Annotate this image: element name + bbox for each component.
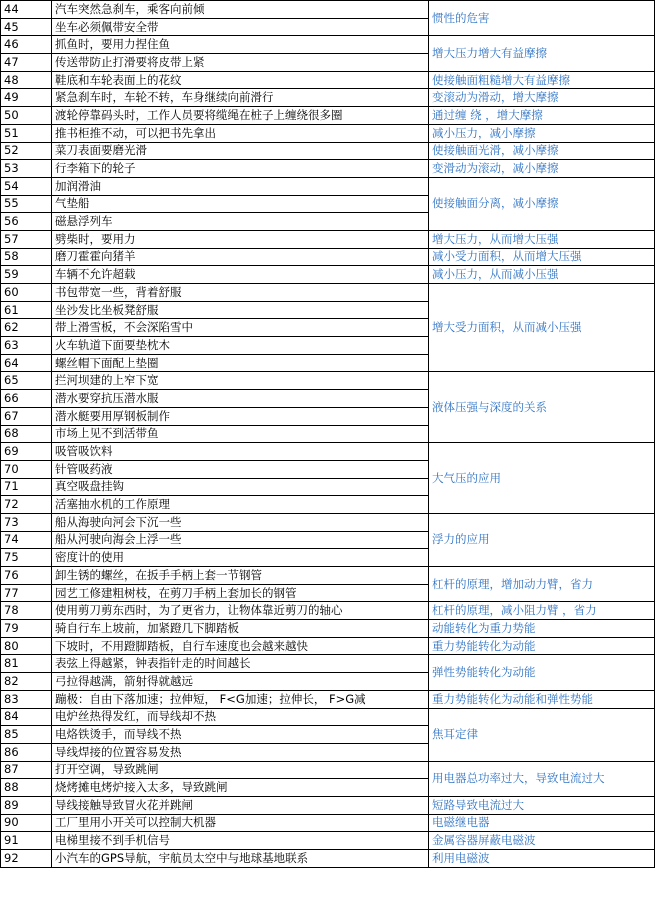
row-number: 79 bbox=[1, 620, 52, 638]
table-row bbox=[1, 602, 655, 620]
row-number: 53 bbox=[1, 160, 52, 178]
table-row bbox=[1, 690, 655, 708]
physics-principle: 变滑动为滚动，减小摩擦 bbox=[429, 160, 655, 178]
physics-principle: 增大受力面积，从而减小压强 bbox=[429, 284, 655, 372]
table-row bbox=[1, 142, 655, 160]
example-description: 坐沙发比坐板凳舒服 bbox=[52, 301, 429, 319]
row-number: 46 bbox=[1, 36, 52, 54]
example-description: 潜水艇要用厚钢板制作 bbox=[52, 407, 429, 425]
example-description: 带上滑雪板，不会深陷雪中 bbox=[52, 319, 429, 337]
example-description: 下坡时，不用蹬脚踏板，自行车速度也会越来越快 bbox=[52, 637, 429, 655]
table-row bbox=[1, 637, 655, 655]
table-row bbox=[1, 832, 655, 850]
example-description: 菜刀表面要磨光滑 bbox=[52, 142, 429, 160]
physics-principle: 变滚动为滑动，增大摩擦 bbox=[429, 89, 655, 107]
example-description: 打开空调，导致跳闸 bbox=[52, 761, 429, 779]
example-description: 使用剪刀剪东西时，为了更省力，让物体靠近剪刀的轴心 bbox=[52, 602, 429, 620]
row-number: 82 bbox=[1, 673, 52, 691]
row-number: 48 bbox=[1, 71, 52, 89]
physics-principle: 金属容器屏蔽电磁波 bbox=[429, 832, 655, 850]
example-description: 工厂里用小开关可以控制大机器 bbox=[52, 814, 429, 832]
row-number: 60 bbox=[1, 284, 52, 302]
row-number: 63 bbox=[1, 337, 52, 355]
row-number: 50 bbox=[1, 107, 52, 125]
example-description: 渡轮停靠码头时，工作人员要将缆绳在桩子上缠绕很多圈 bbox=[52, 107, 429, 125]
physics-principle: 重力势能转化为动能和弹性势能 bbox=[429, 690, 655, 708]
example-description: 磁悬浮列车 bbox=[52, 213, 429, 231]
example-description: 卸生锈的螺丝，在扳手手柄上套一节钢管 bbox=[52, 567, 429, 585]
row-number: 49 bbox=[1, 89, 52, 107]
example-description: 船从海驶向河会下沉一些 bbox=[52, 513, 429, 531]
table-row bbox=[1, 230, 655, 248]
row-number: 73 bbox=[1, 513, 52, 531]
table-row bbox=[1, 160, 655, 178]
example-description: 推书柜推不动，可以把书先拿出 bbox=[52, 124, 429, 142]
table-row bbox=[1, 107, 655, 125]
example-description: 小汽车的GPS导航，宇航员太空中与地球基地联系 bbox=[52, 850, 429, 868]
example-description: 汽车突然急刹车，乘客向前倾 bbox=[52, 1, 429, 19]
example-description: 导线接触导致冒火花并跳闸 bbox=[52, 796, 429, 814]
row-number: 65 bbox=[1, 372, 52, 390]
row-number: 71 bbox=[1, 478, 52, 496]
table-row bbox=[1, 372, 655, 390]
example-description: 气垫船 bbox=[52, 195, 429, 213]
physics-principle: 使接触面分离，减小摩擦 bbox=[429, 177, 655, 230]
row-number: 75 bbox=[1, 549, 52, 567]
physics-principle: 增大压力增大有益摩擦 bbox=[429, 36, 655, 71]
row-number: 90 bbox=[1, 814, 52, 832]
table-row bbox=[1, 36, 655, 54]
physics-principle: 短路导致电流过大 bbox=[429, 796, 655, 814]
row-number: 58 bbox=[1, 248, 52, 266]
example-description: 表弦上得越紧，钟表指针走的时间越长 bbox=[52, 655, 429, 673]
row-number: 88 bbox=[1, 779, 52, 797]
example-description: 园艺工修建粗树枝，在剪刀手柄上套加长的钢管 bbox=[52, 584, 429, 602]
row-number: 77 bbox=[1, 584, 52, 602]
table-row bbox=[1, 284, 655, 302]
row-number: 57 bbox=[1, 230, 52, 248]
example-description: 电烙铁烫手，而导线不热 bbox=[52, 726, 429, 744]
example-description: 骑自行车上坡前，加紧蹬几下脚踏板 bbox=[52, 620, 429, 638]
table-row bbox=[1, 124, 655, 142]
row-number: 70 bbox=[1, 460, 52, 478]
physics-principle: 杠杆的原理，增加动力臂，省力 bbox=[429, 567, 655, 602]
row-number: 85 bbox=[1, 726, 52, 744]
physics-principle: 电磁继电器 bbox=[429, 814, 655, 832]
example-description: 抓鱼时，要用力捏住鱼 bbox=[52, 36, 429, 54]
example-description: 真空吸盘挂钩 bbox=[52, 478, 429, 496]
example-description: 书包带宽一些，背着舒服 bbox=[52, 284, 429, 302]
row-number: 72 bbox=[1, 496, 52, 514]
row-number: 61 bbox=[1, 301, 52, 319]
table-row bbox=[1, 248, 655, 266]
row-number: 69 bbox=[1, 443, 52, 461]
physics-principle: 大气压的应用 bbox=[429, 443, 655, 514]
row-number: 87 bbox=[1, 761, 52, 779]
row-number: 56 bbox=[1, 213, 52, 231]
row-number: 67 bbox=[1, 407, 52, 425]
physics-principle: 浮力的应用 bbox=[429, 513, 655, 566]
table-row bbox=[1, 443, 655, 461]
row-number: 92 bbox=[1, 850, 52, 868]
table-body bbox=[1, 1, 655, 868]
table-row bbox=[1, 567, 655, 585]
physics-principle: 弹性势能转化为动能 bbox=[429, 655, 655, 690]
row-number: 44 bbox=[1, 1, 52, 19]
row-number: 54 bbox=[1, 177, 52, 195]
row-number: 84 bbox=[1, 708, 52, 726]
example-description: 针管吸药液 bbox=[52, 460, 429, 478]
physics-principle: 惯性的危害 bbox=[429, 1, 655, 36]
table-row bbox=[1, 89, 655, 107]
example-description: 行李箱下的轮子 bbox=[52, 160, 429, 178]
example-description: 坐车必须佩带安全带 bbox=[52, 18, 429, 36]
physics-principle: 利用电磁波 bbox=[429, 850, 655, 868]
row-number: 62 bbox=[1, 319, 52, 337]
row-number: 64 bbox=[1, 354, 52, 372]
physics-principle: 液体压强与深度的关系 bbox=[429, 372, 655, 443]
example-description: 火车轨道下面要垫枕木 bbox=[52, 337, 429, 355]
physics-principle: 减小压力，减小摩擦 bbox=[429, 124, 655, 142]
physics-principle: 通过缠 绕 ，增大摩擦 bbox=[429, 107, 655, 125]
row-number: 86 bbox=[1, 743, 52, 761]
example-description: 活塞抽水机的工作原理 bbox=[52, 496, 429, 514]
table-row bbox=[1, 620, 655, 638]
example-description: 潜水要穿抗压潜水服 bbox=[52, 390, 429, 408]
row-number: 55 bbox=[1, 195, 52, 213]
example-description: 市场上见不到活带鱼 bbox=[52, 425, 429, 443]
physics-principle: 动能转化为重力势能 bbox=[429, 620, 655, 638]
row-number: 91 bbox=[1, 832, 52, 850]
physics-principle: 使接触面粗糙增大有益摩擦 bbox=[429, 71, 655, 89]
example-description: 螺丝帽下面配上垫圈 bbox=[52, 354, 429, 372]
row-number: 81 bbox=[1, 655, 52, 673]
row-number: 76 bbox=[1, 567, 52, 585]
physics-principle: 杠杆的原理，减小阻力臂 ，省力 bbox=[429, 602, 655, 620]
row-number: 68 bbox=[1, 425, 52, 443]
physics-principle: 重力势能转化为动能 bbox=[429, 637, 655, 655]
physics-principle: 使接触面光滑，减小摩擦 bbox=[429, 142, 655, 160]
example-description: 车辆不允许超载 bbox=[52, 266, 429, 284]
physics-principle: 减小受力面积，从而增大压强 bbox=[429, 248, 655, 266]
example-description: 紧急刹车时，车轮不转，车身继续向前滑行 bbox=[52, 89, 429, 107]
example-description: 烧烤摊电烤炉接入太多，导致跳闸 bbox=[52, 779, 429, 797]
example-description: 电炉丝热得发红，而导线却不热 bbox=[52, 708, 429, 726]
row-number: 47 bbox=[1, 54, 52, 72]
table-row bbox=[1, 266, 655, 284]
example-description: 蹦极：自由下落加速；拉伸短， F<G加速；拉伸长， F>G减 bbox=[52, 690, 429, 708]
row-number: 83 bbox=[1, 690, 52, 708]
row-number: 66 bbox=[1, 390, 52, 408]
row-number: 45 bbox=[1, 18, 52, 36]
table-row bbox=[1, 850, 655, 868]
row-number: 51 bbox=[1, 124, 52, 142]
example-description: 拦河坝建的上窄下宽 bbox=[52, 372, 429, 390]
example-description: 磨刀霍霍向猪羊 bbox=[52, 248, 429, 266]
table-row bbox=[1, 513, 655, 531]
row-number: 89 bbox=[1, 796, 52, 814]
example-description: 传送带防止打滑要将皮带上紧 bbox=[52, 54, 429, 72]
table-row bbox=[1, 796, 655, 814]
example-description: 劈柴时，要用力 bbox=[52, 230, 429, 248]
table-row bbox=[1, 177, 655, 195]
row-number: 59 bbox=[1, 266, 52, 284]
physics-principle: 焦耳定律 bbox=[429, 708, 655, 761]
physics-principle: 用电器总功率过大，导致电流过大 bbox=[429, 761, 655, 796]
example-description: 导线焊接的位置容易发热 bbox=[52, 743, 429, 761]
table-row bbox=[1, 761, 655, 779]
example-description: 吸管吸饮料 bbox=[52, 443, 429, 461]
table-row bbox=[1, 1, 655, 19]
example-description: 密度计的使用 bbox=[52, 549, 429, 567]
row-number: 80 bbox=[1, 637, 52, 655]
example-description: 电梯里接不到手机信号 bbox=[52, 832, 429, 850]
row-number: 78 bbox=[1, 602, 52, 620]
table-row bbox=[1, 71, 655, 89]
row-number: 74 bbox=[1, 531, 52, 549]
row-number: 52 bbox=[1, 142, 52, 160]
example-description: 船从河驶向海会上浮一些 bbox=[52, 531, 429, 549]
physics-principle: 减小压力，从而减小压强 bbox=[429, 266, 655, 284]
table-row bbox=[1, 814, 655, 832]
example-description: 弓拉得越满，箭射得就越远 bbox=[52, 673, 429, 691]
table-row bbox=[1, 655, 655, 673]
table-row bbox=[1, 708, 655, 726]
example-description: 加润滑油 bbox=[52, 177, 429, 195]
example-description: 鞋底和车轮表面上的花纹 bbox=[52, 71, 429, 89]
physics-principle: 增大压力，从而增大压强 bbox=[429, 230, 655, 248]
